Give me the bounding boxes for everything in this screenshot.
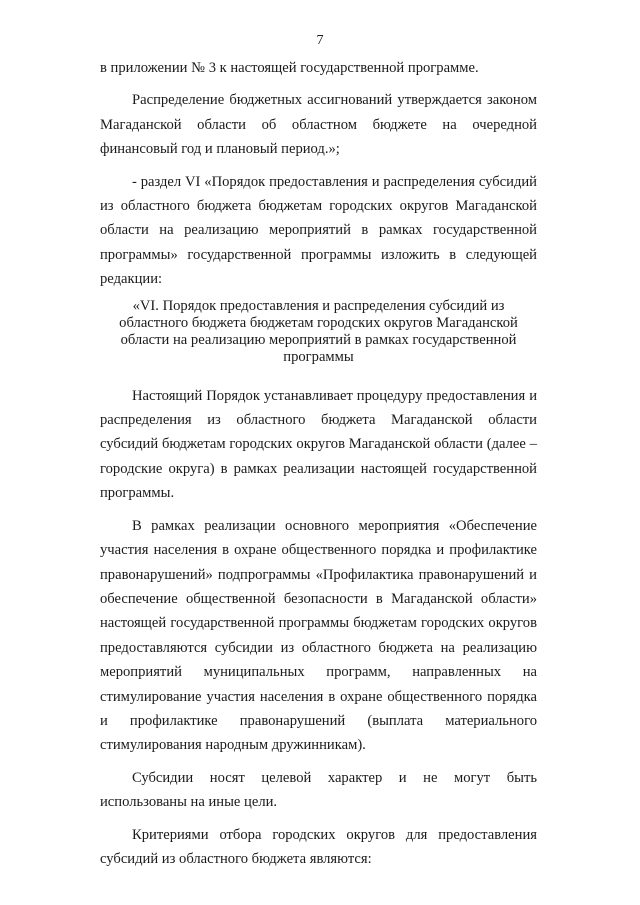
page-number: 7 (316, 33, 324, 48)
paragraph-procedure-scope: Настоящий Порядок устанавливает процедуру предоставления и распределения из областного бюджета Магаданской области субсидий бюджетам городских округов Магаданской области (далее – городские округа) в рамках реализации настоящей государственной программы. (100, 387, 537, 502)
section-heading: «VI. Порядок предоставления и распределения субсидий из областного бюджета бюджетам городских округов Магаданской области на реализацию мероприятий в рамках государственной программы (119, 297, 518, 365)
paragraph-budget-allocation: Распределение бюджетных ассигнований утверждается законом Магаданской области об областном бюджете на очередной финансовый год и плановый период.»; (100, 92, 537, 158)
document-body (100, 56, 537, 871)
paragraph-appendix-ref: в приложении № 3 к настоящей государственной программе. (100, 60, 479, 76)
paragraph-section-vi-amendment: - раздел VI «Порядок предоставления и распределения субсидий из областного бюджета бюджетам городских округов Магаданской области на реализацию мероприятий в рамках государственной программы» государственной программы изложить в следующей редакции: (100, 173, 537, 288)
paragraph-selection-criteria: Критериями отбора городских округов для предоставления субсидий из областного бюджета являются: (100, 826, 537, 867)
paragraph-targeted-subsidies: Субсидии носят целевой характер и не могут быть использованы на иные цели. (100, 769, 537, 811)
paragraph-main-activity: В рамках реализации основного мероприятия «Обеспечение участия населения в охране общественного порядка и профилактике правонарушений» подпрограммы «Профилактика правонарушений и обеспечение общественной безопасности в Магаданской области» настоящей государственной программы бюджетам городских округов предоставляются субсидии из областного бюджета на реализацию мероприятий муниципальных программ, направленных на стимулирование участия населения в охране общественного порядка и профилактике правонарушений (выплата материального стимулирования народным дружинникам). (100, 517, 537, 754)
